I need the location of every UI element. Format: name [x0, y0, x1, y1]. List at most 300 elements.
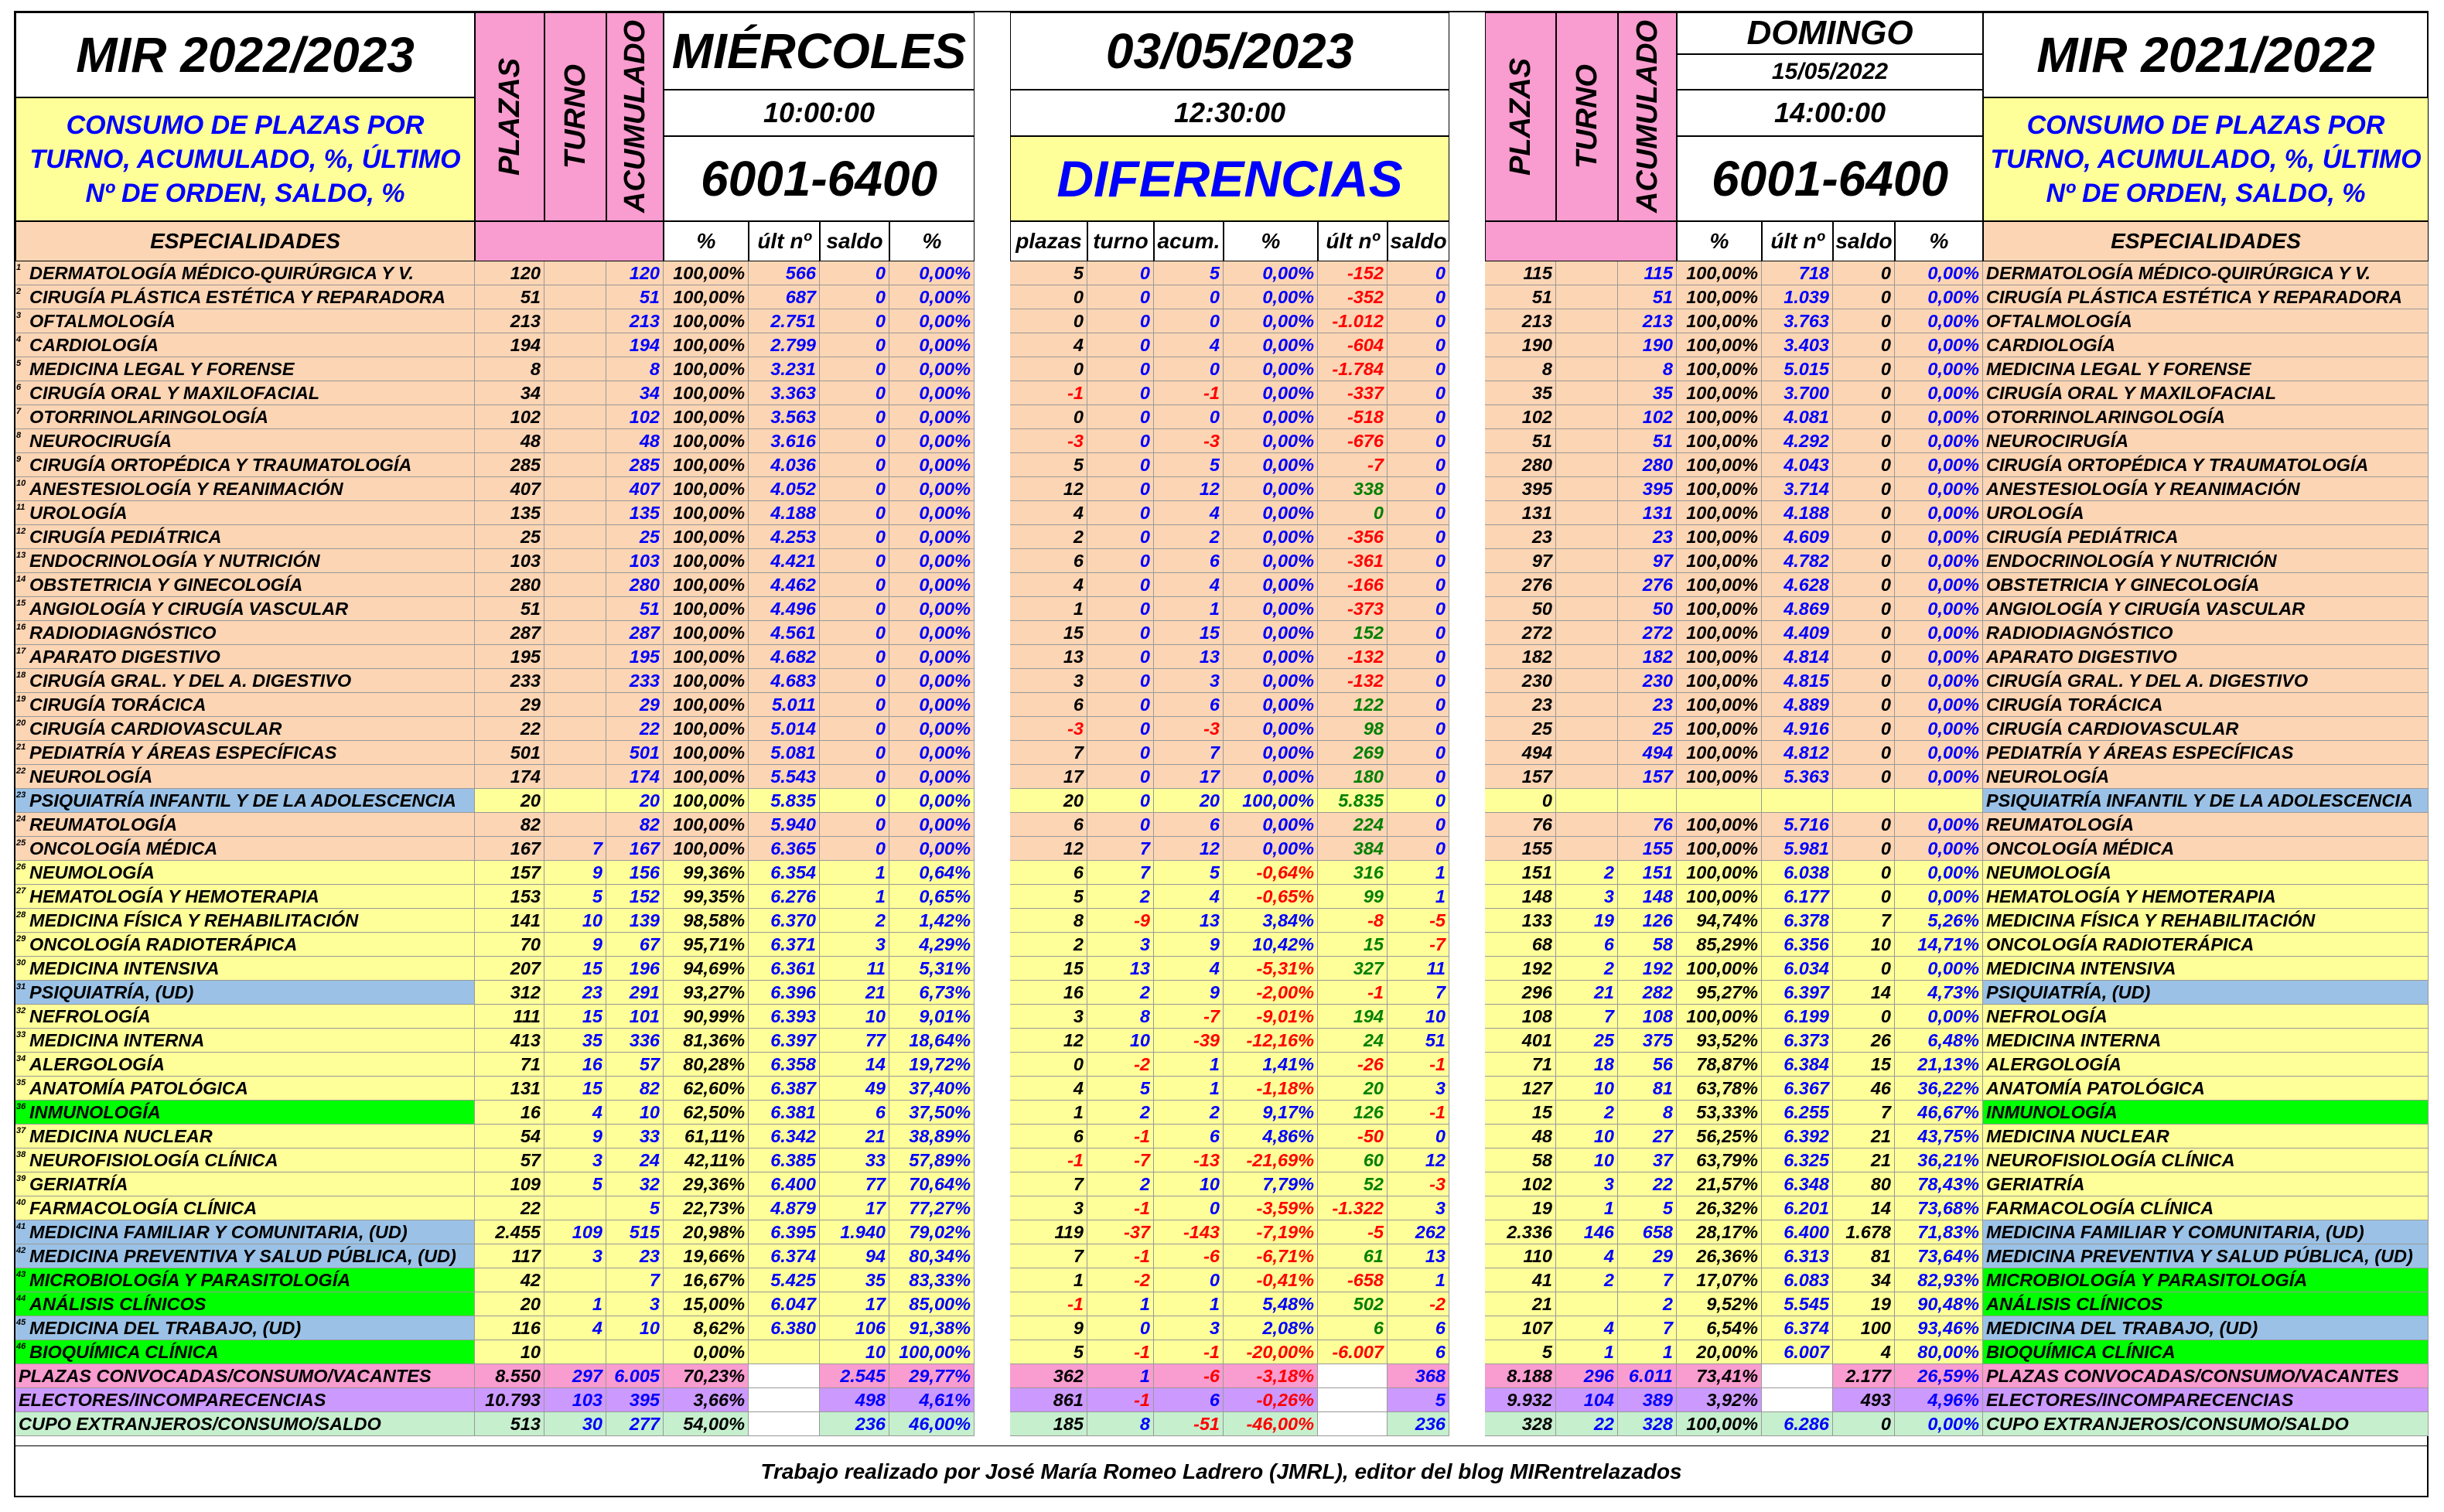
- row-number: 10: [16, 479, 26, 488]
- right-value: 93,52%: [1677, 1029, 1762, 1053]
- diff-value: 12: [1010, 477, 1087, 501]
- left-value: 0: [820, 549, 889, 573]
- table-row: [15, 1220, 2427, 1244]
- diff-value: 0,00%: [1224, 693, 1318, 717]
- left-value: 0: [820, 261, 889, 285]
- diff-value: 224: [1318, 813, 1388, 837]
- right-value: 7: [1833, 1101, 1895, 1125]
- right-value: 1: [1556, 1340, 1618, 1364]
- table-row: [15, 1172, 2427, 1196]
- right-value: 100,00%: [1677, 453, 1762, 477]
- table-row: [15, 1244, 2427, 1268]
- right-value: 4.812: [1762, 741, 1833, 765]
- left-value: 6.385: [749, 1149, 820, 1172]
- right-value: 21,13%: [1895, 1053, 1983, 1077]
- table-row: [15, 453, 2427, 477]
- diff-value: 0: [1388, 573, 1449, 597]
- table-row: [15, 1125, 2427, 1149]
- right-value: 8.188: [1485, 1364, 1556, 1388]
- table-row: [15, 933, 2427, 957]
- right-value: 155: [1485, 837, 1556, 861]
- left-value: 10: [606, 1101, 664, 1125]
- mid-title: DIFERENCIAS: [1010, 136, 1449, 221]
- right-value: [1762, 1388, 1833, 1412]
- right-value: 25: [1485, 717, 1556, 741]
- left-value: 0: [820, 693, 889, 717]
- left-value: 566: [749, 261, 820, 285]
- diff-value: 9: [1154, 933, 1224, 957]
- right-value: 78,43%: [1895, 1172, 1983, 1196]
- left-value: 29,77%: [889, 1364, 975, 1388]
- diff-value: -39: [1154, 1029, 1224, 1053]
- diff-value: -132: [1318, 645, 1388, 669]
- right-value: 10: [1833, 933, 1895, 957]
- left-value: 207: [475, 957, 544, 981]
- left-value: 0: [820, 333, 889, 357]
- left-value: 0: [820, 285, 889, 309]
- diff-value: 5: [1154, 261, 1224, 285]
- right-value: 0,00%: [1895, 549, 1983, 573]
- right-value: 36,22%: [1895, 1077, 1983, 1101]
- right-value: 0,00%: [1895, 621, 1983, 645]
- left-value: 0: [820, 501, 889, 525]
- right-value: 395: [1485, 477, 1556, 501]
- diff-value: 0,00%: [1224, 333, 1318, 357]
- right-value: 100,00%: [1677, 621, 1762, 645]
- diff-value: 327: [1318, 957, 1388, 981]
- right-value: 126: [1618, 909, 1677, 933]
- right-value: 192: [1485, 957, 1556, 981]
- left-value: 33: [820, 1149, 889, 1172]
- row-number: 40: [16, 1198, 26, 1207]
- diff-value: -2,00%: [1224, 981, 1318, 1005]
- table-row: [15, 717, 2427, 741]
- right-value: 3.700: [1762, 381, 1833, 405]
- left-value: 82: [475, 813, 544, 837]
- right-value: 4,73%: [1895, 981, 1983, 1005]
- diff-value: 20: [1010, 789, 1087, 813]
- left-value: 0,00%: [889, 285, 975, 309]
- left-value: 291: [606, 981, 664, 1005]
- specialty-name-left: REUMATOLOGÍA: [15, 813, 475, 837]
- right-value: 4.628: [1762, 573, 1833, 597]
- left-value: 22: [606, 717, 664, 741]
- diff-value: [1318, 1412, 1388, 1436]
- left-value: 5.081: [749, 741, 820, 765]
- left-value: 95,71%: [664, 933, 749, 957]
- right-value: 0: [1833, 957, 1895, 981]
- right-value: 658: [1618, 1220, 1677, 1244]
- specialty-name-left: MEDICINA FÍSICA Y REHABILITACIÓN: [15, 909, 475, 933]
- diff-value: 1: [1087, 1292, 1154, 1316]
- left-value: 0,00%: [889, 837, 975, 861]
- right-value: 0,00%: [1895, 837, 1983, 861]
- specialty-name-left: MEDICINA INTENSIVA: [15, 957, 475, 981]
- diff-value: 2: [1087, 1101, 1154, 1125]
- diff-value: 0: [1388, 357, 1449, 381]
- left-value: 100,00%: [664, 621, 749, 645]
- left-value: [544, 501, 606, 525]
- table-row: [15, 357, 2427, 381]
- left-value: 25: [475, 525, 544, 549]
- left-value: [544, 789, 606, 813]
- right-day: DOMINGO: [1677, 12, 1983, 54]
- right-value: 2.336: [1485, 1220, 1556, 1244]
- diff-value: 0: [1154, 357, 1224, 381]
- specialty-name-right: OFTALMOLOGÍA: [1983, 309, 2429, 333]
- right-value: 213: [1485, 309, 1556, 333]
- diff-value: -9,01%: [1224, 1005, 1318, 1029]
- left-value: 6.358: [749, 1053, 820, 1077]
- right-value: 4: [1833, 1340, 1895, 1364]
- left-value: 30: [544, 1412, 606, 1436]
- diff-value: 3: [1010, 669, 1087, 693]
- right-value: 0: [1833, 501, 1895, 525]
- left-value: 5: [544, 1172, 606, 1196]
- row-number: 34: [16, 1054, 26, 1063]
- diff-value: 338: [1318, 477, 1388, 501]
- diff-value: -1: [1087, 1388, 1154, 1412]
- specialty-name-right: OBSTETRICIA Y GINECOLOGÍA: [1983, 573, 2429, 597]
- left-value: 6.374: [749, 1244, 820, 1268]
- left-value: 70: [475, 933, 544, 957]
- right-value: 0,00%: [1895, 477, 1983, 501]
- right-value: 100,00%: [1677, 741, 1762, 765]
- left-value: 57: [606, 1053, 664, 1077]
- left-value: 167: [606, 837, 664, 861]
- left-value: 103: [475, 549, 544, 573]
- right-value: 230: [1618, 669, 1677, 693]
- diff-value: 12: [1388, 1149, 1449, 1172]
- specialty-name-right: CUPO EXTRANJEROS/CONSUMO/SALDO: [1983, 1412, 2429, 1436]
- left-value: 100,00%: [664, 405, 749, 429]
- diff-value: 0: [1388, 1125, 1449, 1149]
- diff-value: -1,18%: [1224, 1077, 1318, 1101]
- left-value: 3.231: [749, 357, 820, 381]
- diff-value: 0: [1154, 309, 1224, 333]
- table-row: [15, 261, 2427, 285]
- mid-turno-header: turno: [1087, 221, 1154, 261]
- diff-value: 7: [1010, 741, 1087, 765]
- specialty-name-left: MEDICINA PREVENTIVA Y SALUD PÚBLICA, (UD): [15, 1244, 475, 1268]
- right-value: 20,00%: [1677, 1340, 1762, 1364]
- specialty-name-left: CIRUGÍA TORÁCICA: [15, 693, 475, 717]
- row-number: 42: [16, 1246, 26, 1255]
- diff-value: 122: [1318, 693, 1388, 717]
- left-value: 1,42%: [889, 909, 975, 933]
- diff-value: 0,00%: [1224, 453, 1318, 477]
- right-value: 0,00%: [1895, 861, 1983, 885]
- specialty-name-right: PSIQUIATRÍA, (UD): [1983, 981, 2429, 1005]
- diff-value: 3: [1154, 1316, 1224, 1340]
- right-value: 80,00%: [1895, 1340, 1983, 1364]
- left-value: 2.751: [749, 309, 820, 333]
- header: [15, 12, 2427, 261]
- left-value: 4.421: [749, 549, 820, 573]
- diff-value: 0: [1010, 1053, 1087, 1077]
- right-value: [1556, 549, 1618, 573]
- right-value: 0: [1833, 429, 1895, 453]
- diff-value: -5: [1318, 1220, 1388, 1244]
- right-value: 0,00%: [1895, 645, 1983, 669]
- table-row: [15, 957, 2427, 981]
- right-value: [1556, 381, 1618, 405]
- diff-value: 7: [1388, 981, 1449, 1005]
- diff-value: -6,71%: [1224, 1244, 1318, 1268]
- left-value: 21: [820, 1125, 889, 1149]
- left-value: 174: [475, 765, 544, 789]
- diff-value: 0: [1388, 525, 1449, 549]
- diff-value: 4: [1010, 501, 1087, 525]
- right-value: [1762, 789, 1833, 813]
- left-value: 20: [475, 1292, 544, 1316]
- left-value: 51: [606, 285, 664, 309]
- right-value: 85,29%: [1677, 933, 1762, 957]
- diff-value: 15: [1318, 933, 1388, 957]
- left-value: 99,36%: [664, 861, 749, 885]
- right-value: 6.348: [1762, 1172, 1833, 1196]
- right-value: 100,00%: [1677, 357, 1762, 381]
- right-value: 100,00%: [1677, 717, 1762, 741]
- specialty-name-right: ANGIOLOGÍA Y CIRUGÍA VASCULAR: [1983, 597, 2429, 621]
- right-especialidades-header: ESPECIALIDADES: [1983, 221, 2429, 261]
- diff-value: 11: [1388, 957, 1449, 981]
- right-value: 0,00%: [1895, 501, 1983, 525]
- right-value: 115: [1485, 261, 1556, 285]
- diff-value: 5: [1087, 1077, 1154, 1101]
- diff-value: 0: [1388, 669, 1449, 693]
- left-value: 15: [544, 1005, 606, 1029]
- diff-value: 0: [1087, 357, 1154, 381]
- right-value: 127: [1485, 1077, 1556, 1101]
- left-value: 5.014: [749, 717, 820, 741]
- diff-value: 0: [1388, 381, 1449, 405]
- left-pct-header: %: [664, 221, 749, 261]
- right-value: 0: [1833, 837, 1895, 861]
- right-value: 213: [1618, 309, 1677, 333]
- diff-value: 0: [1087, 765, 1154, 789]
- left-value: 54,00%: [664, 1412, 749, 1436]
- left-value: 81,36%: [664, 1029, 749, 1053]
- right-value: [1762, 1364, 1833, 1388]
- diff-value: 6: [1154, 1125, 1224, 1149]
- right-value: 6.378: [1762, 909, 1833, 933]
- left-value: 0,00%: [889, 429, 975, 453]
- left-value: 194: [606, 333, 664, 357]
- left-value: 34: [606, 381, 664, 405]
- left-value: [544, 549, 606, 573]
- right-value: 110: [1485, 1244, 1556, 1268]
- left-value: 42: [475, 1268, 544, 1292]
- right-value: 56,25%: [1677, 1125, 1762, 1149]
- left-value: 98,58%: [664, 909, 749, 933]
- left-value: 15: [544, 1077, 606, 1101]
- right-value: 100,00%: [1677, 645, 1762, 669]
- left-value: 100,00%: [664, 525, 749, 549]
- diff-value: 1: [1154, 1292, 1224, 1316]
- diff-value: -8: [1318, 909, 1388, 933]
- diff-value: 13: [1010, 645, 1087, 669]
- left-value: 4.253: [749, 525, 820, 549]
- left-value: 515: [606, 1220, 664, 1244]
- left-value: 156: [606, 861, 664, 885]
- diff-value: -7: [1388, 933, 1449, 957]
- specialty-name-left: PSIQUIATRÍA INFANTIL Y DE LA ADOLESCENCIA: [15, 789, 475, 813]
- right-value: [1556, 453, 1618, 477]
- left-value: 0,00%: [889, 717, 975, 741]
- left-value: [544, 645, 606, 669]
- right-value: 10: [1556, 1149, 1618, 1172]
- right-value: 95,27%: [1677, 981, 1762, 1005]
- diff-value: 0: [1087, 669, 1154, 693]
- diff-value: 17: [1010, 765, 1087, 789]
- diff-value: 13: [1154, 645, 1224, 669]
- diff-value: 1: [1154, 597, 1224, 621]
- diff-value: 51: [1388, 1029, 1449, 1053]
- left-value: [544, 261, 606, 285]
- specialty-name-right: REUMATOLOGÍA: [1983, 813, 2429, 837]
- left-value: 0: [820, 453, 889, 477]
- left-value: 100,00%: [664, 357, 749, 381]
- left-value: 82: [606, 813, 664, 837]
- diff-value: 0: [1087, 1316, 1154, 1340]
- diff-value: 99: [1318, 885, 1388, 909]
- left-value: 280: [475, 573, 544, 597]
- specialty-name-left: MEDICINA INTERNA: [15, 1029, 475, 1053]
- left-value: 131: [475, 1077, 544, 1101]
- left-value: 0: [820, 621, 889, 645]
- diff-value: -352: [1318, 285, 1388, 309]
- left-value: 100,00%: [889, 1340, 975, 1364]
- diff-value: -3,18%: [1224, 1364, 1318, 1388]
- table-row: [15, 525, 2427, 549]
- diff-value: 0: [1087, 525, 1154, 549]
- diff-value: 6: [1010, 861, 1087, 885]
- left-value: 62,60%: [664, 1077, 749, 1101]
- right-value: 718: [1762, 261, 1833, 285]
- right-value: 494: [1485, 741, 1556, 765]
- diff-value: 7: [1087, 837, 1154, 861]
- diff-value: 6: [1010, 693, 1087, 717]
- left-value: 120: [606, 261, 664, 285]
- left-ult-header: últ nº: [749, 221, 820, 261]
- diff-value: -6.007: [1318, 1340, 1388, 1364]
- right-value: 192: [1618, 957, 1677, 981]
- left-value: 0: [820, 741, 889, 765]
- specialty-name-right: DERMATOLOGÍA MÉDICO-QUIRÚRGICA Y V.: [1983, 261, 2429, 285]
- left-value: 5.011: [749, 693, 820, 717]
- right-value: 10: [1556, 1077, 1618, 1101]
- row-number: 16: [16, 623, 26, 632]
- right-value: [1833, 789, 1895, 813]
- right-value: 41: [1485, 1268, 1556, 1292]
- diff-value: 6: [1388, 1340, 1449, 1364]
- right-value: [1556, 525, 1618, 549]
- specialty-name-right: ANÁLISIS CLÍNICOS: [1983, 1292, 2429, 1316]
- left-value: 4.462: [749, 573, 820, 597]
- left-value: 38,89%: [889, 1125, 975, 1149]
- table-row: [15, 981, 2427, 1005]
- right-value: 27: [1618, 1125, 1677, 1149]
- row-number: 25: [16, 838, 26, 848]
- specialty-name-right: PEDIATRÍA Y ÁREAS ESPECÍFICAS: [1983, 741, 2429, 765]
- diff-value: -7: [1318, 453, 1388, 477]
- left-value: 6.387: [749, 1077, 820, 1101]
- diff-value: 6: [1154, 1388, 1224, 1412]
- right-value: 0: [1833, 693, 1895, 717]
- left-value: 0,00%: [889, 597, 975, 621]
- right-value: 148: [1618, 885, 1677, 909]
- right-value: 43,75%: [1895, 1125, 1983, 1149]
- diff-value: -373: [1318, 597, 1388, 621]
- right-value: 63,79%: [1677, 1149, 1762, 1172]
- specialty-name-left: DERMATOLOGÍA MÉDICO-QUIRÚRGICA Y V.: [15, 261, 475, 285]
- left-value: 4,29%: [889, 933, 975, 957]
- diff-value: 126: [1318, 1101, 1388, 1125]
- left-value: 35: [544, 1029, 606, 1053]
- diff-value: 0: [1010, 357, 1087, 381]
- right-value: 148: [1485, 885, 1556, 909]
- left-value: 1: [820, 885, 889, 909]
- right-value: 100,00%: [1677, 1005, 1762, 1029]
- diff-value: 0: [1388, 621, 1449, 645]
- specialty-name-right: OTORRINOLARINGOLOGÍA: [1983, 405, 2429, 429]
- specialty-name-right: MEDICINA DEL TRABAJO, (UD): [1983, 1316, 2429, 1340]
- left-value: 11: [820, 957, 889, 981]
- diff-value: 0: [1010, 309, 1087, 333]
- diff-value: 0: [1010, 405, 1087, 429]
- left-value: [544, 1340, 606, 1364]
- left-value: 4.683: [749, 669, 820, 693]
- table-row: [15, 285, 2427, 309]
- diff-value: 0: [1087, 789, 1154, 813]
- diff-value: -5,31%: [1224, 957, 1318, 981]
- left-value: 4.561: [749, 621, 820, 645]
- diff-value: 7,79%: [1224, 1172, 1318, 1196]
- left-value: [544, 597, 606, 621]
- diff-value: 1: [1154, 1077, 1224, 1101]
- right-value: 0: [1833, 669, 1895, 693]
- right-value: [1556, 717, 1618, 741]
- specialty-name-left: OBSTETRICIA Y GINECOLOGÍA: [15, 573, 475, 597]
- row-number: 33: [16, 1030, 26, 1039]
- right-value: 26: [1833, 1029, 1895, 1053]
- diff-value: 316: [1318, 861, 1388, 885]
- left-value: 6.395: [749, 1220, 820, 1244]
- diff-value: -3: [1388, 1172, 1449, 1196]
- left-value: 5,31%: [889, 957, 975, 981]
- mid-pct-header: %: [1224, 221, 1318, 261]
- specialty-name-left: NEFROLOGÍA: [15, 1005, 475, 1029]
- row-number: 12: [16, 527, 26, 536]
- left-value: 4,61%: [889, 1388, 975, 1412]
- left-value: [544, 477, 606, 501]
- right-time: 14:00:00: [1677, 90, 1983, 136]
- left-day: MIÉRCOLES: [664, 12, 975, 90]
- diff-value: 502: [1318, 1292, 1388, 1316]
- table-row: [15, 597, 2427, 621]
- right-value: 4.869: [1762, 597, 1833, 621]
- diff-value: 0: [1388, 837, 1449, 861]
- row-number: 43: [16, 1270, 26, 1279]
- table-row: [15, 381, 2427, 405]
- right-value: 389: [1618, 1388, 1677, 1412]
- left-value: 6.342: [749, 1125, 820, 1149]
- left-value: 0,00%: [889, 525, 975, 549]
- right-value: 100,00%: [1677, 477, 1762, 501]
- diff-value: 362: [1010, 1364, 1087, 1388]
- right-value: 6.374: [1762, 1316, 1833, 1340]
